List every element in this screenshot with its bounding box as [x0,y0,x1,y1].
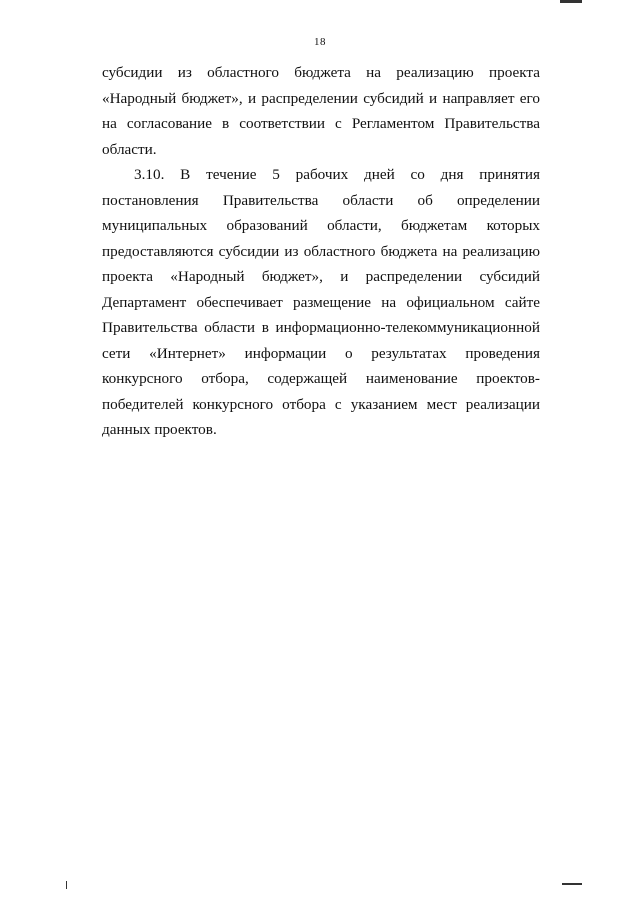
paragraph-continuation: субсидии из областного бюджета на реализацию проекта «Народный бюджет», и распределении субсидий и направляет его на согласование в соответствии с Регламентом Правительства области. [102,64,540,158]
page-number: 18 [314,36,326,48]
scan-edge-mark-bottom-left [66,881,67,889]
paragraph-3-10: 3.10. В течение 5 рабочих дней со дня принятия постановления Правительства области об определении муниципальных образований области, бюджетам которых предоставляются субсидии из областного бюджета на реализацию проекта «Народный бюджет», и распределении субсидий Департамент обеспечивает размещение на официальном сайте Правительства области в информационно-телекоммуникационной сети «Интернет» информации о результатах проведения конкурсного отбора, содержащей наименование проектов-победителей конкурсного отбора с указанием мест реализации данных проектов. [102,166,540,438]
document-body [102,60,540,443]
scan-edge-mark-top [560,0,582,3]
scan-edge-mark-bottom-right [562,883,582,885]
